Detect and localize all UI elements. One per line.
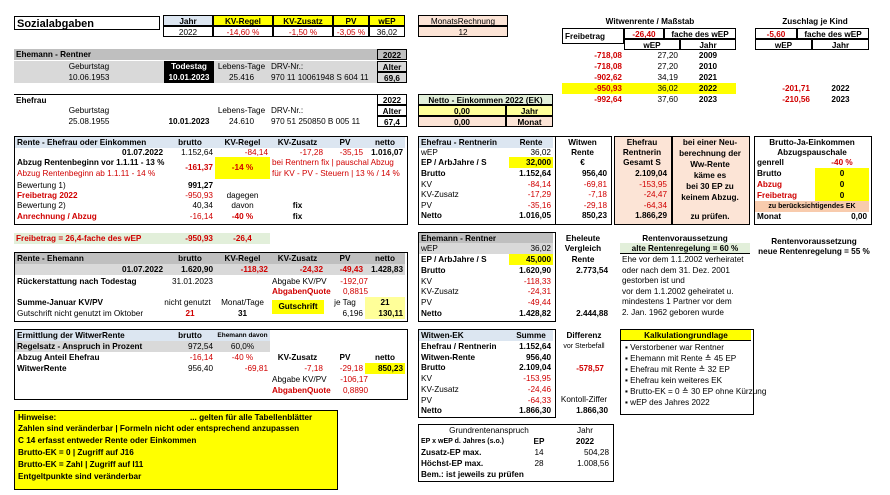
rentenvor-line: vor dem 1.1.2002 geheiratet u. xyxy=(622,286,734,296)
ehefrau-h-geburtstag: Geburtstag xyxy=(68,106,110,115)
ehefrau-netto-monat-label: Monat xyxy=(506,116,553,127)
ehefrau-netto-title: Netto - Einkommen 2022 (EK) xyxy=(418,94,553,105)
grundrente-jahr: Jahr xyxy=(577,426,593,435)
ehefrau-rentnerin-title: Ehefrau - Rentnerin xyxy=(419,137,509,148)
rentenvor-line: Ehe vor dem 1.1.2002 verheiratet xyxy=(622,255,744,264)
gutschrift-d: 130,11 xyxy=(365,308,405,319)
hinweise-title: Hinweise: xyxy=(18,413,57,422)
witwen-rente-val: 956,40 xyxy=(581,169,607,178)
rente-ehemann-kvzusatz: -24,32 xyxy=(270,264,325,275)
witwer-netto-val: 850,23 xyxy=(365,363,405,374)
freibetrag-line-label: Freibetrag = 26,4-fache des wEP xyxy=(14,233,165,244)
kalkulation-title: Kalkulationgrundlage xyxy=(621,330,751,341)
summe-label: Summe-Januar KV/PV xyxy=(17,298,103,307)
witwen-ek-row-label: Ehefrau / Rentnerin xyxy=(421,342,497,351)
zuschlag-row-jahr xyxy=(812,61,869,72)
rente-ehefrau-pv: -35,15 xyxy=(339,148,363,157)
ehemann-h-alter: Alter xyxy=(377,61,407,72)
ehemann-rentner2-row-label: PV xyxy=(421,298,432,308)
rentenvor-right-title: Rentenvoraussetzung xyxy=(771,237,857,246)
grundrente-row-ep[interactable]: 28 xyxy=(534,459,544,468)
rente-ehemann-h-pv: PV xyxy=(325,253,365,264)
ehemann-rentner2-ep-label: EP / ArbJahre / S xyxy=(421,255,487,264)
rueck-date: 31.01.2023 xyxy=(172,277,213,286)
witwen-row-freibetrag: -950,93 xyxy=(562,83,624,94)
top-value-kv-regel[interactable]: -14,60 % xyxy=(213,26,273,37)
ehefrau-rentnerin-wep-val: 36,02 xyxy=(530,148,551,157)
bewertung2-val: 40,34 xyxy=(192,201,213,210)
ehemann-h-geburtstag: Geburtstag xyxy=(14,61,164,72)
hinweise-title-right: ... gelten für alle Tabellenblätter xyxy=(190,413,313,422)
ehemann-year: 2022 xyxy=(377,49,407,60)
rente-ehefrau-h-pv: PV xyxy=(325,137,365,148)
witwen-ek-row-val: 956,40 xyxy=(525,352,551,362)
summe-monat-tage: Monat/Tage xyxy=(221,298,264,307)
rente-ehemann-title: Rente - Ehemann xyxy=(15,253,165,264)
brutto-ja-pct: -40 % xyxy=(831,158,853,167)
ehefrau-h-alter: Alter xyxy=(377,105,407,116)
brutto-ja-zu-label: zu berücksichtigendes EK xyxy=(755,201,869,212)
witwen-ek-row-label: KV xyxy=(421,374,432,384)
bewertung2-label: Bewertung 2) xyxy=(17,201,66,210)
ehefrau-rentnerin-row-label: Netto xyxy=(421,211,442,220)
rente-ehefrau-h-brutto: brutto xyxy=(165,137,215,148)
ehefrau-rentnerin-row-val: -35,16 xyxy=(527,200,551,210)
top-header-kv-zusatz: KV-Zusatz xyxy=(273,15,333,26)
witwer-label: WitwerRente xyxy=(17,364,67,373)
bewertung1-val: 991,27 xyxy=(187,181,213,190)
gesamt-val: -24,47 xyxy=(643,190,667,199)
ehefrau-rentnerin-rente: Rente xyxy=(509,137,553,148)
anrechnung-val: -16,14 xyxy=(189,212,213,221)
ehefrau-netto-monat-val[interactable]: 0,00 xyxy=(418,116,506,127)
rente-ehemann-h-brutto: brutto xyxy=(165,253,215,264)
witwer-abgabe-val: -106,17 xyxy=(340,375,368,384)
abzug-line2: Abzug Rentenbeginn ab 1.1.11 - 14 % xyxy=(17,169,156,178)
zuschlag-row-jahr: 2022 xyxy=(831,84,850,93)
ehefrau-rentnerin-wep-label: wEP xyxy=(421,148,438,157)
rente-ehefrau-h-netto: netto xyxy=(365,137,405,148)
gutschrift-a[interactable]: 21 xyxy=(185,309,195,318)
grundrente-head2: 2022 xyxy=(575,437,595,446)
kontroll-label: Kontoll-Ziffer xyxy=(560,395,608,404)
witwen-row-freibetrag: -902,62 xyxy=(594,73,622,82)
gutschrift-b: 31 xyxy=(237,309,248,318)
hinweise-line: Zahlen sind veränderbar | Formeln nicht oder entsprechend anzupassen xyxy=(18,424,300,433)
ehefrau-rentnerin-row-label: KV-Zusatz xyxy=(421,190,459,199)
gesamt-val: -153,95 xyxy=(639,179,667,189)
zuschlag-title: Zuschlag je Kind xyxy=(782,17,848,26)
rente-ehefrau-brutto[interactable]: 1.152,64 xyxy=(181,148,213,157)
ehefrau-year: 2022 xyxy=(377,94,407,105)
hinweise-line: Entgeltpunkte sind veränderbar xyxy=(18,472,142,481)
ehefrau-h-drv: DRV-Nr.: xyxy=(271,106,304,115)
abzug-pct[interactable]: -14 % xyxy=(215,157,270,179)
grundrente-row-label: Zusatz-EP max. xyxy=(421,448,482,457)
ehefrau-lebenstage: 24.610 xyxy=(228,117,255,126)
hinweise-line: Brutto-EK = Zahl | Zugriff auf I11 xyxy=(18,460,144,469)
rentenvor-right-sub: neue Rentenregelung = 55 % xyxy=(758,247,870,256)
witwer-pv-val: -29,18 xyxy=(339,364,363,373)
ehefrau-h-lebenstage: Lebens-Tage xyxy=(217,106,266,115)
brutto-ja-row-val[interactable]: 0 xyxy=(815,190,869,201)
gesamt-val: -64,34 xyxy=(643,200,667,210)
witwer-brutto: brutto xyxy=(165,330,215,341)
witwen-row-jahr: 2021 xyxy=(698,73,718,82)
diff-sub: vor Sterbefall xyxy=(563,343,605,350)
ehemann-alter: 69,6 xyxy=(377,72,407,83)
witwen-rente-val: 850,23 xyxy=(581,211,607,220)
rente-ehefrau-netto: 1.016,07 xyxy=(371,148,403,157)
witwen-row-wep[interactable]: 27,20 xyxy=(657,62,678,71)
brutto-ja-row-label: Freibetrag xyxy=(757,191,798,200)
anrechnung-label: Anrechnung / Abzug xyxy=(17,212,97,221)
brutto-ja-title1: Brutto-Ja-Einkommen xyxy=(769,138,855,147)
bewertung2-davon: davon xyxy=(231,201,254,210)
regelsatz-pct[interactable]: 60,0% xyxy=(215,341,270,352)
witwen-row-wep[interactable]: 27,20 xyxy=(657,51,678,60)
witwer-abzug-pct: -40 % xyxy=(231,353,254,362)
witwen-ek-title: Witwen-EK xyxy=(419,330,509,341)
zuschlag-row-wep xyxy=(755,61,812,72)
rentenvor-line: gestorben ist und xyxy=(622,276,685,285)
gesamt-pruefen: zu prüfen. xyxy=(690,212,730,221)
summe-je-tag-val: 21 xyxy=(365,297,405,308)
witwen-row-wep[interactable]: 36,02 xyxy=(624,83,680,94)
ehefrau-drv[interactable]: 970 51 250850 B 005 11 xyxy=(271,117,361,126)
freibetrag-label: Freibetrag xyxy=(562,28,624,44)
anrechnung-fix: fix xyxy=(292,212,303,221)
witwen-row-wep[interactable]: 34,19 xyxy=(657,73,678,82)
witwer-h-pv: PV xyxy=(339,353,351,362)
witwen-rente-val: -29,18 xyxy=(583,200,607,210)
ehefrau-rentnerin-ep-label: EP / ArbJahre / S xyxy=(421,158,487,167)
ehemann-geburtstag[interactable]: 10.06.1953 xyxy=(14,72,164,83)
gesamt-note-line: käme es xyxy=(693,171,727,180)
witwen-head2: Rente xyxy=(571,148,594,157)
witwen-ek-row-label: Brutto xyxy=(421,363,446,373)
eheleute-netto: 2.444,88 xyxy=(576,309,608,318)
rentenvor-title: Rentenvoraussetzung xyxy=(642,234,728,243)
witwer-abzug-val: -16,14 xyxy=(189,353,213,362)
hinweise-line: Brutto-EK = 0 | Zugriff auf J16 xyxy=(18,448,134,457)
rentenvor-line: oder nach dem 31. Dez. 2001 xyxy=(622,265,730,275)
ehemann-rentner2-row-val: -118,33 xyxy=(523,276,551,286)
top-value-pv[interactable]: -3,05 % xyxy=(333,26,369,37)
ehemann-h-lebenstage: Lebens-Tage xyxy=(214,61,269,72)
witwen-row-freibetrag: -718,08 xyxy=(594,51,622,60)
top-header-wep: wEP xyxy=(369,15,405,26)
brutto-ja-row-val[interactable]: 0 xyxy=(815,179,869,190)
ehefrau-rentnerin-row-val: -17,29 xyxy=(527,190,551,199)
witwer-abgabe-label: Abgabe KV/PV xyxy=(272,375,327,384)
bewertung1-label: Bewertung 1) xyxy=(17,181,66,190)
kontroll-val: 1.866,30 xyxy=(576,406,608,415)
rente-ehefrau-h-kvregel: KV-Regel xyxy=(215,137,270,148)
witwen-ek-summe: Summe xyxy=(509,330,553,341)
rueck-abgabe-label: Abgabe KV/PV xyxy=(272,277,327,286)
gesamt-note-line: keinem Abzug. xyxy=(681,193,739,202)
rente-ehemann-netto: 1.428,83 xyxy=(365,264,405,275)
ehemann-rentner2-wep-label: wEP xyxy=(419,243,509,254)
witwenrente-title: Witwenrente / Maßstab xyxy=(605,17,695,26)
witwer-h-kvzusatz: KV-Zusatz xyxy=(277,353,318,362)
kalkulation-item: ▪ Brutto-EK = 0 ≙ 30 EP ohne Kürzung xyxy=(625,387,767,396)
ehefrau-rentnerin-row-val: 1.016,05 xyxy=(519,211,551,220)
kalkulation-item: ▪ Ehemann mit Rente ≙ 45 EP xyxy=(625,354,737,363)
zuschlag-fache-value[interactable]: -5,60 xyxy=(755,28,797,39)
ehefrau-rentnerin-row-label: PV xyxy=(421,200,432,210)
rente-ehemann-date[interactable]: 01.07.2022 xyxy=(15,264,165,275)
witwen-ek-row-val: -64,33 xyxy=(527,395,551,405)
ehemann-rentner2-row-label: KV-Zusatz xyxy=(421,287,459,297)
abzug-value: -161,37 xyxy=(185,163,213,172)
rente-ehefrau-title: Rente - Ehefrau oder Einkommen xyxy=(15,137,165,148)
kalkulation-item: ▪ wEP des Jahres 2022 xyxy=(625,398,710,407)
ehemann-rentner2-row-label: Brutto xyxy=(421,266,446,275)
top-header-pv: PV xyxy=(333,15,369,26)
grundrente-row-ep[interactable]: 14 xyxy=(534,448,544,457)
rente-ehemann-h-kvzusatz: KV-Zusatz xyxy=(270,253,325,264)
brutto-ja-monat-label: Monat xyxy=(757,212,782,221)
ehefrau-netto-jahr-val[interactable]: 0,00 xyxy=(418,105,506,116)
rente-ehefrau-date[interactable]: 01.07.2022 xyxy=(122,148,163,157)
ehemann-h-todestag: Todestag xyxy=(164,61,214,72)
ehemann-rentner2-row-val: 1.428,82 xyxy=(519,308,551,318)
page-title: Sozialabgaben xyxy=(14,16,160,30)
eheleute-head2: Vergleich xyxy=(564,244,602,253)
top-header-jahr: Jahr xyxy=(163,15,213,26)
rente-ehemann-pv: -49,43 xyxy=(325,264,365,275)
witwen-row-freibetrag: -718,08 xyxy=(594,62,622,71)
top-value-kv-zusatz[interactable]: -1,50 % xyxy=(273,26,333,37)
witwen-row-wep[interactable]: 37,60 xyxy=(657,95,678,104)
grundrente-row-val: 504,28 xyxy=(583,448,609,457)
brutto-ja-genrell: genrell xyxy=(757,158,784,167)
zuschlag-row-wep: -201,71 xyxy=(782,84,810,93)
kalkulation-item: ▪ Verstorbener war Rentner xyxy=(625,343,724,352)
gutschrift-badge: Gutschrift xyxy=(272,300,324,314)
kalkulation-item: ▪ Ehefrau mit Rente ≙ 32 EP xyxy=(625,365,730,374)
ehemann-lebenstage: 25.416 xyxy=(214,72,269,83)
witwen-ek-row-label: KV-Zusatz xyxy=(421,384,459,394)
gesamt-val: 1.866,29 xyxy=(635,211,667,220)
zuschlag-row-wep: -210,56 xyxy=(782,95,810,104)
rente-ehefrau-kvregel: -84,14 xyxy=(244,148,268,157)
zuschlag-row-jahr xyxy=(812,72,869,83)
gesamt-note-line: berechnung der xyxy=(679,149,741,158)
ehemann-rentner2-row-label: KV xyxy=(421,276,432,286)
gutschrift-c: 6,196 xyxy=(342,309,363,318)
rentenvor-line: mindestens 1 Partner vor dem xyxy=(622,297,732,306)
witwen-ek-row-val: -153,95 xyxy=(523,374,551,384)
rente-ehemann-brutto[interactable]: 1.620,90 xyxy=(165,264,215,275)
gesamt-note-line: Ww-Rente xyxy=(690,160,730,169)
abzug-note2: für KV - PV - Steuern | 13 % / 14 % xyxy=(272,169,400,178)
anrechnung-pct: -40 % xyxy=(231,212,254,221)
grundrente-title: Grundrentenanspruch xyxy=(449,426,529,435)
witwer-abgquote-val: 0,8890 xyxy=(342,386,368,395)
ehemann-rentner2-wep-val: 36,02 xyxy=(509,243,553,254)
witwer-abzug-label: Abzug Anteil Ehefrau xyxy=(17,353,100,362)
rente-ehefrau-kvzusatz: -17,28 xyxy=(299,148,323,157)
witwen-ek-row-label: Netto xyxy=(421,406,442,416)
witwen-ek-row-label: PV xyxy=(421,395,432,405)
zuschlag-row-wep xyxy=(755,50,812,61)
witwer-brutto-val: 956,40 xyxy=(187,364,213,373)
ehemann-h-drv: DRV-Nr.: xyxy=(269,61,377,72)
witwen-fache-value[interactable]: -26,40 xyxy=(624,28,664,39)
freibetrag-line-fache: -26,4 xyxy=(215,233,270,244)
eheleute-head3: Rente xyxy=(571,255,595,264)
zuschlag-fache-label: fache des wEP xyxy=(797,28,869,39)
ehemann-rentner2-row-val: -49,44 xyxy=(527,298,551,308)
zuschlag-row-wep xyxy=(755,72,812,83)
gesamt-val: 2.109,04 xyxy=(635,169,667,178)
zuschlag-row-jahr xyxy=(812,50,869,61)
freibetrag2022-val: -950,93 xyxy=(185,191,213,200)
witwen-ek-row-val: 2.109,04 xyxy=(519,363,551,373)
witwen-row-freibetrag: -992,64 xyxy=(594,95,622,104)
witwer-kvzusatz-val: -7,18 xyxy=(304,364,323,373)
rentenvor-line: 2. Jan. 1962 geboren wurde xyxy=(622,307,724,317)
freibetrag2022-label: Freibetrag 2022 xyxy=(17,191,78,200)
rueck-abgquote-label: AbgabenQuote xyxy=(272,287,331,296)
zuschlag-row-jahr: 2023 xyxy=(831,95,850,104)
witwen-col-jahr: Jahr xyxy=(680,39,736,50)
bewertung2-fix: fix xyxy=(292,201,303,210)
ehemann-rentner2-row-val: -24,31 xyxy=(527,287,551,297)
witwen-row-jahr: 2022 xyxy=(680,83,736,94)
gesamt-note-line: bei einer Neu- xyxy=(682,138,738,147)
gesamt-head1: Ehefrau xyxy=(626,138,658,147)
gesamt-head2: Rentnerin xyxy=(622,148,662,157)
ehemann-todestag[interactable]: 10.01.2023 xyxy=(164,72,214,83)
ehemann-drv[interactable]: 970 11 10061948 S 604 11 xyxy=(269,72,377,83)
gesamt-note-line: bei 30 EP zu xyxy=(686,182,734,191)
eheleute-brutto: 2.773,54 xyxy=(576,266,608,275)
kalkulation-item: ▪ Ehefrau kein weiteres EK xyxy=(625,376,723,385)
gesamt-head3: Gesamt S xyxy=(623,158,661,167)
rentenvor-sub: alte Rentenregelung = 60 % xyxy=(620,243,750,254)
witwer-ehemann-davon: Ehemann davon xyxy=(215,330,270,341)
monats-value[interactable]: 12 xyxy=(418,26,508,37)
ehefrau-stichtag: 10.01.2023 xyxy=(168,117,210,126)
zuschlag-col-wep: wEP xyxy=(755,39,812,50)
witwer-abgquote-label: AbgabenQuote xyxy=(272,386,331,395)
witwen-row-jahr: 2010 xyxy=(698,62,718,71)
abzug-note1: bei Rentnern fix | pauschal Abzug xyxy=(272,158,394,167)
ehemann-rentner2-row-val: 1.620,90 xyxy=(519,266,551,275)
diff-val: -578,57 xyxy=(576,364,604,373)
witwen-ek-row-val: -24,46 xyxy=(527,384,551,394)
witwen-fache-label: fache des wEP xyxy=(664,28,736,39)
freibetrag-line-val: -950,93 xyxy=(165,233,215,244)
rueck-label: Rückerstattung nach Todestag xyxy=(17,277,137,286)
ehemann-rentner2-row-label: Netto xyxy=(421,308,442,318)
regelsatz-label: Regelsatz - Anspruch in Prozent xyxy=(15,341,165,352)
gutschrift-label: Gutschrift nicht genutzt im Oktober xyxy=(17,309,144,318)
witwen-ek-row-val: 1.152,64 xyxy=(519,342,551,351)
witwer-h-netto: netto xyxy=(374,353,395,362)
top-value-jahr[interactable]: 2022 xyxy=(163,26,213,37)
witwen-row-jahr: 2023 xyxy=(698,95,718,104)
witwen-head3: € xyxy=(580,158,585,167)
freibetrag2022-dagegen: dagegen xyxy=(226,191,259,200)
summe-je-tag: je Tag xyxy=(334,298,356,307)
rente-ehemann-kvregel: -118,32 xyxy=(215,264,270,275)
ehemann-rentner2-ep-val[interactable]: 45,000 xyxy=(509,254,553,265)
ehemann-rentner2-title: Ehemann - Rentner xyxy=(419,233,553,244)
rente-ehemann-h-kvregel: KV-Regel xyxy=(215,253,270,264)
ehefrau-alter: 67,4 xyxy=(377,116,407,127)
brutto-ja-row-label: Brutto xyxy=(757,169,782,178)
zuschlag-col-jahr: Jahr xyxy=(812,39,869,50)
brutto-ja-row-label: Abzug xyxy=(757,180,783,189)
ehefrau-rentnerin-row-label: Brutto xyxy=(421,169,446,178)
brutto-ja-title2: Abzugspauschale xyxy=(777,148,847,157)
ehemann-title: Ehemann - Rentner xyxy=(14,49,377,60)
regelsatz-val: 972,54 xyxy=(165,341,215,352)
witwer-title: Ermittlung der WitwerRente xyxy=(15,330,165,341)
grundrente-head0: EP x wEP d. Jahres (s.o.) xyxy=(421,438,504,445)
top-header-kv-regel: KV-Regel xyxy=(213,15,273,26)
brutto-ja-row-val[interactable]: 0 xyxy=(815,168,869,179)
ehefrau-rentnerin-row-val: -84,14 xyxy=(527,179,551,189)
abzug-line1: Abzug Rentenbeginn vor 1.1.11 - 13 % xyxy=(17,158,165,167)
witwen-rente-val: -69,81 xyxy=(583,179,607,189)
ehefrau-netto-jahr-label: Jahr xyxy=(506,105,553,116)
rueck-abgquote-val: 0,8815 xyxy=(342,287,368,296)
grundrente-note: Bem.: ist jeweils zu prüfen xyxy=(421,470,524,479)
ehefrau-title: Ehefrau xyxy=(14,94,377,105)
witwen-head1: Witwen xyxy=(568,138,597,147)
monats-label: MonatsRechnung xyxy=(418,15,508,26)
witwen-ek-row-label: Witwen-Rente xyxy=(421,352,476,362)
ehefrau-rentnerin-ep-val[interactable]: 32,000 xyxy=(509,157,553,168)
witwer-kvregel-val: -69,81 xyxy=(244,364,268,373)
rente-ehemann-h-netto: netto xyxy=(365,253,405,264)
eheleute-head1: Eheleute xyxy=(565,234,601,243)
witwen-rente-val: -7,18 xyxy=(588,190,607,199)
grundrente-row-val: 1.008,56 xyxy=(577,459,609,468)
brutto-ja-monat-val: 0,00 xyxy=(851,212,867,221)
grundrente-row-label: Höchst-EP max. xyxy=(421,459,484,468)
witwen-col-wep: wEP xyxy=(624,39,680,50)
ehefrau-rentnerin-row-val: 1.152,64 xyxy=(519,169,551,178)
rente-ehefrau-h-kvzusatz: KV-Zusatz xyxy=(270,137,325,148)
witwen-ek-row-val: 1.866,30 xyxy=(519,406,551,416)
summe-nicht-genutzt: nicht genutzt xyxy=(164,298,211,307)
ehefrau-rentnerin-row-label: KV xyxy=(421,179,432,189)
witwen-row-jahr: 2009 xyxy=(698,51,718,60)
rueck-abgabe-val: -192,07 xyxy=(340,277,368,286)
hinweise-line: C 14 erfasst entweder Rente oder Einkommen xyxy=(18,436,197,445)
ehefrau-geburtstag[interactable]: 25.08.1955 xyxy=(68,117,110,126)
top-value-wep[interactable]: 36,02 xyxy=(369,26,405,37)
grundrente-head1: EP xyxy=(533,437,545,446)
diff-head: Differenz xyxy=(566,331,602,340)
